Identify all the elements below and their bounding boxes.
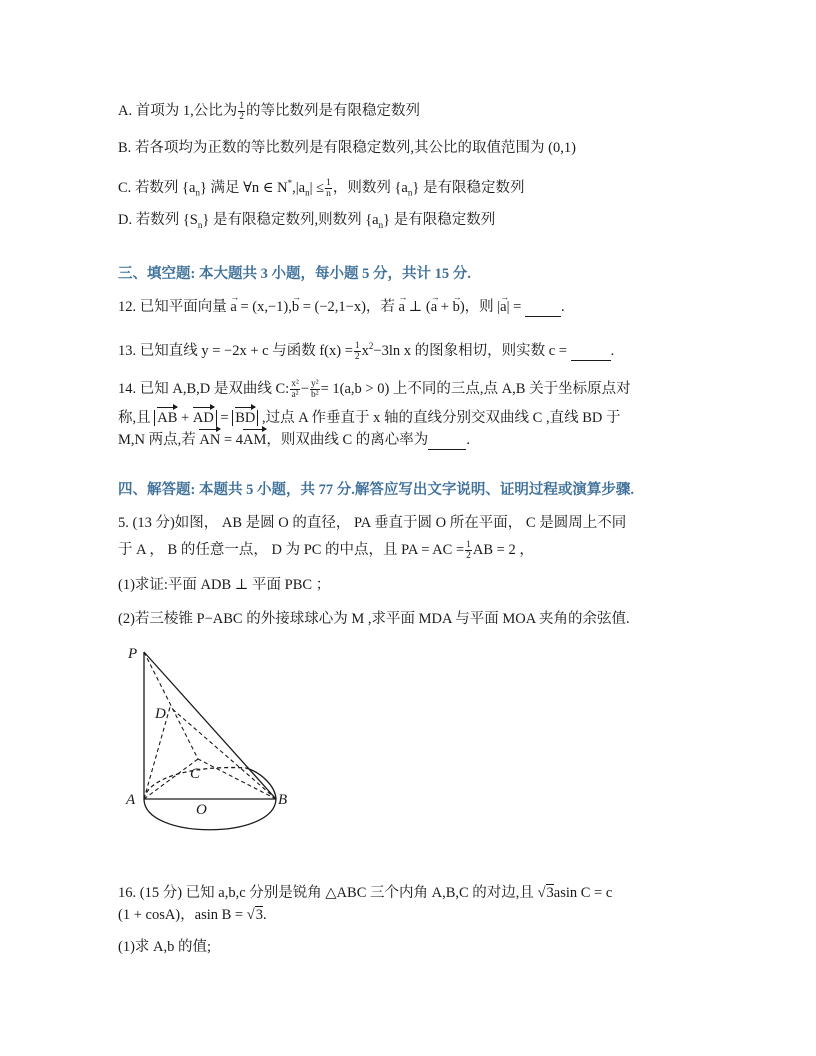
- question-16-line-1: 16. (15 分) 已知 a,b,c 分别是锐角 △ABC 三个内角 A,B,C 的对边,且 √3asin C = c: [118, 885, 613, 901]
- fraction: $\frac{1}{n}$: [326, 178, 331, 199]
- fraction: $\frac{1}{2}$: [466, 540, 471, 561]
- section-heading-fill-in: 三、填空题: 本大题共 3 小题，每小题 5 分，共计 15 分.: [118, 266, 471, 282]
- fraction: $\frac{\text{x²}}{\text{a²}}$: [291, 379, 299, 400]
- vector-magnitude: AB + AD: [154, 410, 217, 426]
- label-P: P: [128, 646, 138, 662]
- label-O: O: [196, 802, 207, 818]
- question-14-line-2: 称,且 AB + AD = BD ,过点 A 作垂直于 x 轴的直线分别交双曲线 C ,直线 BD 于: [118, 407, 621, 427]
- label-C: C: [190, 766, 201, 782]
- geometry-figure: [120, 640, 320, 850]
- question-13: 13. 已知直线 y = −2x + c 与函数 f(x) = $\frac{1}{2}$ $x^2-3\ln$ x 的图象相切，则实数 c = .: [118, 341, 615, 362]
- answer-blank[interactable]: [525, 298, 561, 317]
- label-A: A: [126, 792, 136, 808]
- sqrt-sign: √: [246, 907, 255, 923]
- question-14-line-1: 14. 已知 A,B,D 是双曲线 C: $\frac{\text{x²}}{\text{a²}}$ − $\frac{\text{y²}}{\text{b²}}$ = 1(a,b > 0) 上不同的三点,点 A,B 关于坐标原点对: [118, 379, 631, 400]
- sqrt-sign: √: [537, 885, 546, 901]
- question-15-part-2: (2)若三棱锥 P−ABC 的外接球球心为 M ,求平面 MDA 与平面 MOA 夹角的余弦值.: [118, 611, 630, 627]
- edge-BD: [170, 707, 276, 799]
- fraction: $\frac{\text{y²}}{\text{b²}}$: [311, 379, 319, 400]
- option-b: B. 若各项均为正数的等比数列是有限稳定数列,其公比的取值范围为 (0,1): [118, 140, 576, 156]
- label-D: D: [155, 706, 166, 722]
- answer-blank[interactable]: [428, 431, 466, 450]
- fraction: $\frac{1}{2}$: [354, 341, 360, 362]
- question-15-line-1: 5. (13 分)如图， AB 是圆 O 的直径， PA 垂直于圆 O 所在平面， C 是圆周上不同: [118, 515, 627, 531]
- edge-PC: [144, 652, 198, 759]
- question-14-line-3: M,N 两点,若 AN = 4AM，则双曲线 C 的离心率为 .: [118, 429, 470, 450]
- question-16-part-1: (1)求 A,b 的值;: [118, 939, 212, 955]
- vector-magnitude: BD: [232, 410, 258, 426]
- answer-blank[interactable]: [571, 342, 611, 361]
- question-15-line-2: 于 A ， B 的任意一点， D 为 PC 的中点，且 PA = AC = $\frac{1}{2}$ AB = 2 ，: [118, 540, 534, 561]
- option-c: C. 若数列 $\{a_n\}$ 满足 ∀n ∈ $N^*,|a_n|$ ≤ $\frac{1}{n}$ ，则数列 $\{a_n\}$ 是有限稳定数列: [118, 178, 525, 199]
- question-16-line-2: (1 + cosA)，asin B = √3.: [118, 907, 267, 923]
- label-B: B: [278, 792, 288, 808]
- option-d: D. 若数列 $\{S_n\}$ 是有限稳定数列,则数列 $\{a_n\}$ 是有限稳定数列: [118, 212, 496, 230]
- option-a: A. 首项为 1,公比为 $\frac{1}{2}$ 的等比数列是有限稳定数列: [118, 101, 420, 122]
- question-15-part-1: (1)求证:平面 ADB ⊥ 平面 PBC ；: [118, 577, 331, 593]
- base-circle-front: [144, 799, 276, 830]
- edge-PB: [144, 652, 276, 799]
- fraction: $\frac{1}{2}$: [239, 101, 244, 122]
- section-heading-solutions: 四、解答题: 本题共 5 小题，共 77 分.解答应写出文字说明、证明过程或演算步骤.: [118, 482, 634, 498]
- question-12: 12. 已知平面向量 → a = (x,−1),→ b = (−2,1−x)，若 → a ⊥ (→ a + → b)，则 |→ a| = .: [118, 298, 565, 317]
